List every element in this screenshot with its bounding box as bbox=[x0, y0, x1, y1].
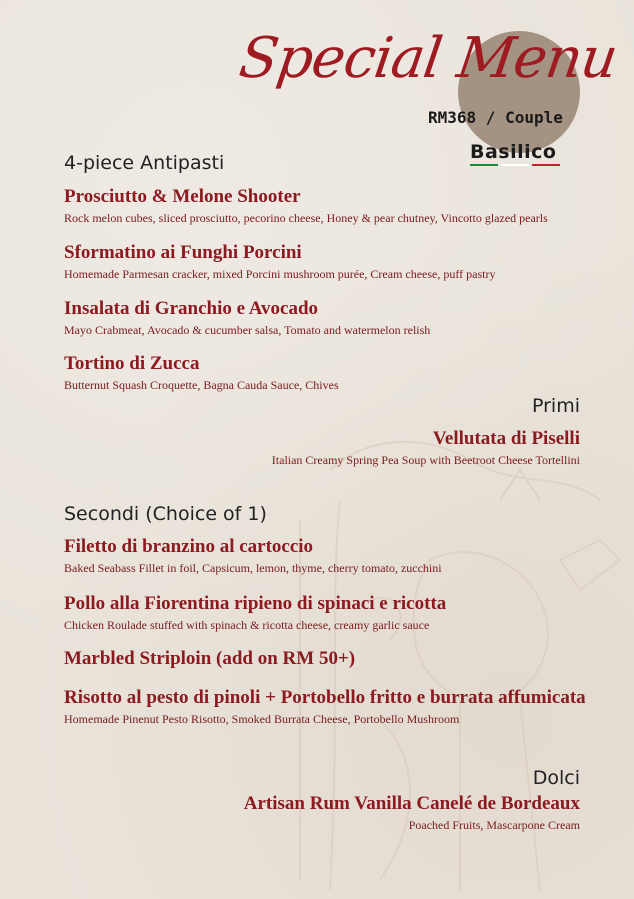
dish-description: Homemade Parmesan cracker, mixed Porcini mushroom purée, Cream cheese, puff pastry bbox=[64, 267, 496, 281]
dish-name: Vellutata di Piselli bbox=[432, 428, 580, 449]
dish-name: Artisan Rum Vanilla Canelé de Bordeaux bbox=[243, 793, 580, 814]
dish-item bbox=[64, 686, 604, 727]
dish-item bbox=[64, 297, 604, 338]
dish-description: Italian Creamy Spring Pea Soup with Beetroot Cheese Tortellini bbox=[271, 453, 580, 467]
dish-description: Butternut Squash Croquette, Bagna Cauda Sauce, Chives bbox=[64, 378, 339, 392]
dish-item bbox=[140, 427, 580, 468]
dish-name: Tortino di Zucca bbox=[64, 353, 200, 374]
dish-item bbox=[64, 535, 604, 576]
dish-name: Pollo alla Fiorentina ripieno di spinaci e ricotta bbox=[64, 593, 447, 614]
dish-description: Chicken Roulade stuffed with spinach & ricotta cheese, creamy garlic sauce bbox=[64, 618, 430, 632]
dish-item bbox=[64, 241, 604, 282]
section-antipasti-heading: 4-piece Antipasti bbox=[64, 152, 225, 174]
dish-name: Marbled Striploin (add on RM 50+) bbox=[64, 648, 356, 669]
dish-description: Rock melon cubes, sliced prosciutto, pecorino cheese, Honey & pear chutney, Vincotto glazed pearls bbox=[64, 211, 548, 225]
dish-description: Homemade Pinenut Pesto Risotto, Smoked Burrata Cheese, Portobello Mushroom bbox=[64, 712, 460, 726]
dish-item bbox=[64, 185, 604, 226]
dish-item bbox=[64, 647, 604, 671]
section-primi-heading: Primi bbox=[531, 395, 580, 417]
brand-logo: Basilico bbox=[470, 141, 557, 163]
dish-description: Baked Seabass Fillet in foil, Capsicum, lemon, thyme, cherry tomato, zucchini bbox=[64, 561, 442, 575]
dish-name: Insalata di Granchio e Avocado bbox=[64, 298, 319, 319]
dish-description: Poached Fruits, Mascarpone Cream bbox=[408, 818, 580, 832]
brand-flag-stripe bbox=[470, 164, 560, 167]
section-secondi-heading: Secondi (Choice of 1) bbox=[64, 503, 267, 525]
dish-name: Filetto di branzino al cartoccio bbox=[64, 536, 314, 557]
dish-name: Prosciutto & Melone Shooter bbox=[64, 186, 301, 207]
dish-name: Sformatino ai Funghi Porcini bbox=[64, 242, 302, 263]
dish-name: Risotto al pesto di pinoli + Portobello fritto e burrata affumicata bbox=[64, 687, 586, 708]
dish-item bbox=[140, 792, 580, 833]
dish-description: Mayo Crabmeat, Avocado & cucumber salsa, Tomato and watermelon relish bbox=[64, 323, 431, 337]
dish-item bbox=[64, 352, 604, 393]
menu-title: Special Menu bbox=[235, 26, 621, 91]
dish-item bbox=[64, 592, 604, 633]
section-dolci-heading: Dolci bbox=[532, 767, 580, 789]
price-label: RM368 / Couple bbox=[428, 108, 563, 127]
